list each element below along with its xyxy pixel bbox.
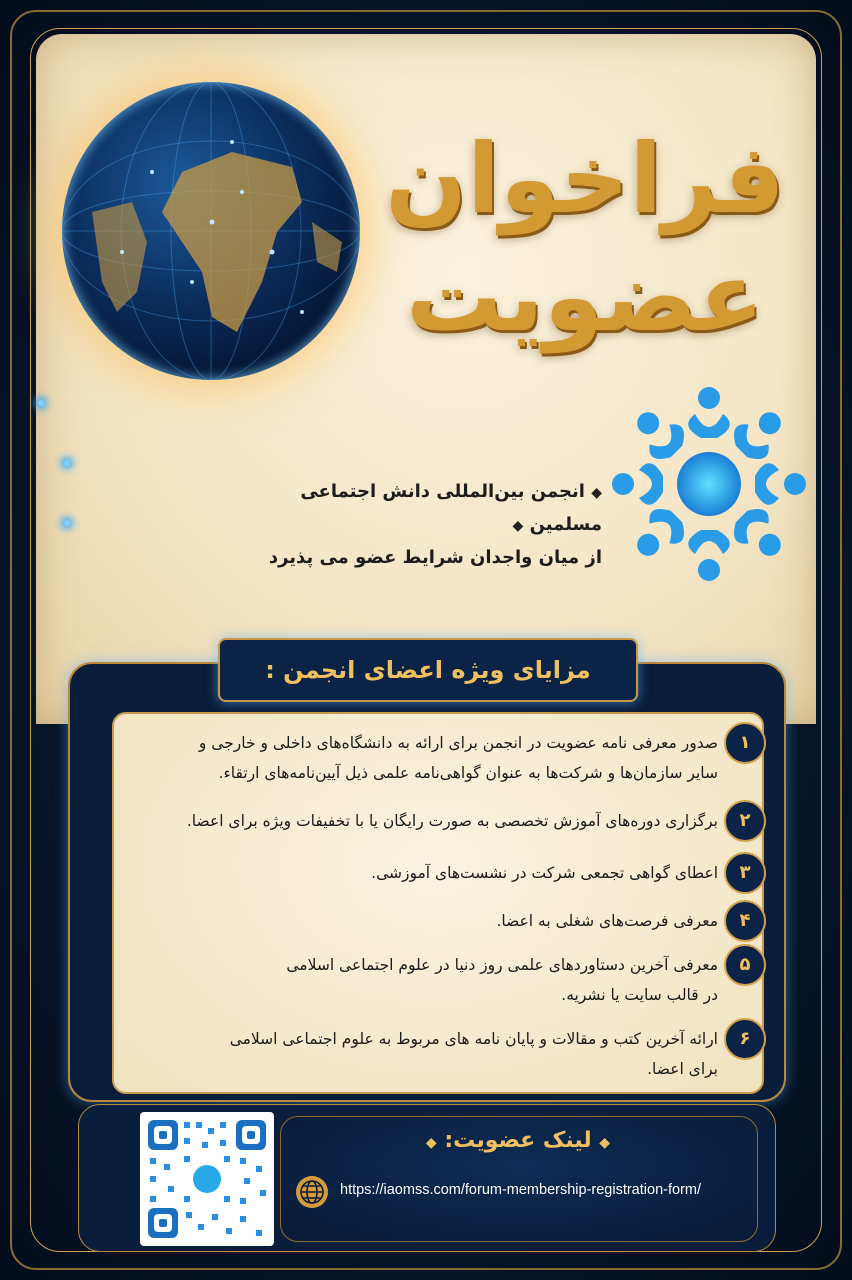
glow-dot [64,460,70,466]
glow-dot [38,400,44,406]
benefit-number-6: ۶ [724,1018,766,1060]
intro-line-1 [222,476,602,542]
page-title [380,120,790,356]
diamond-bullet-icon: ◆ [591,485,602,501]
title-line-2: عضویت [405,241,765,353]
diamond-bullet-icon: ◆ [512,518,524,534]
link-title [290,1128,746,1153]
intro-line-2: از میان واجدان شرایط عضو می پذیرد [268,547,602,568]
benefit-item-6-line-2: برای اعضا. [647,1060,718,1078]
intro-text [222,476,602,574]
benefit-number-2: ۲ [724,800,766,842]
diamond-bullet-icon: ◆ [425,1135,437,1151]
benefit-item-1-line-1: صدور معرفی نامه عضویت در انجمن برای ارائه به دانشگاه‌های داخلی و خارجی و [198,734,718,752]
qr-code[interactable] [140,1112,274,1246]
benefit-item-5 [286,950,760,1010]
benefit-item-3-line-1: اعطای گواهی تجمعی شرکت در نشست‌های آموزشی. [371,864,718,882]
benefit-number-3: ۳ [724,852,766,894]
benefit-item-6-line-1: ارائه آخرین کتب و مقالات و پایان نامه های مربوط به علوم اجتماعی اسلامی [229,1030,718,1048]
benefit-item-1-line-2: سایر سازمان‌ها و شرکت‌ها به عنوان گواهی‌نامه علمی ذیل آیین‌نامه‌های ارتقاء. [218,764,718,782]
glow-dot [64,520,70,526]
globe-icon [294,1174,330,1210]
benefit-number-4: ۴ [724,900,766,942]
link-title-text: لینک عضویت: [444,1128,592,1153]
benefit-item-1 [199,728,760,788]
benefit-item-2-line-1: برگزاری دوره‌های آموزش تخصصی به صورت رایگان یا با تخفیفات ویژه برای اعضا. [186,812,718,830]
title-line-1: فراخوان [385,123,785,235]
benefit-item-5-line-1: معرفی آخرین دستاوردهای علمی روز دنیا در علوم اجتماعی اسلامی [286,956,718,974]
benefit-item-3 [371,858,760,888]
diamond-bullet-icon: ◆ [599,1135,611,1151]
membership-link[interactable]: https://iaomss.com/forum-membership-registration-form/ [340,1182,701,1198]
people-circle-logo [604,378,814,590]
benefits-heading: مزایای ویژه اعضای انجمن : [218,638,638,702]
intro-line-1-text: انجمن بین‌المللی دانش اجتماعی مسلمین [300,481,602,535]
globe-illustration [62,82,360,380]
benefit-item-5-line-2: در قالب سایت یا نشریه. [561,986,718,1004]
benefit-item-4-line-1: معرفی فرصت‌های شغلی به اعضا. [496,912,718,930]
benefit-number-5: ۵ [724,944,766,986]
benefit-item-6 [230,1024,760,1084]
benefit-item-4 [496,906,760,936]
benefit-item-2 [187,806,760,836]
benefit-number-1: ۱ [724,722,766,764]
